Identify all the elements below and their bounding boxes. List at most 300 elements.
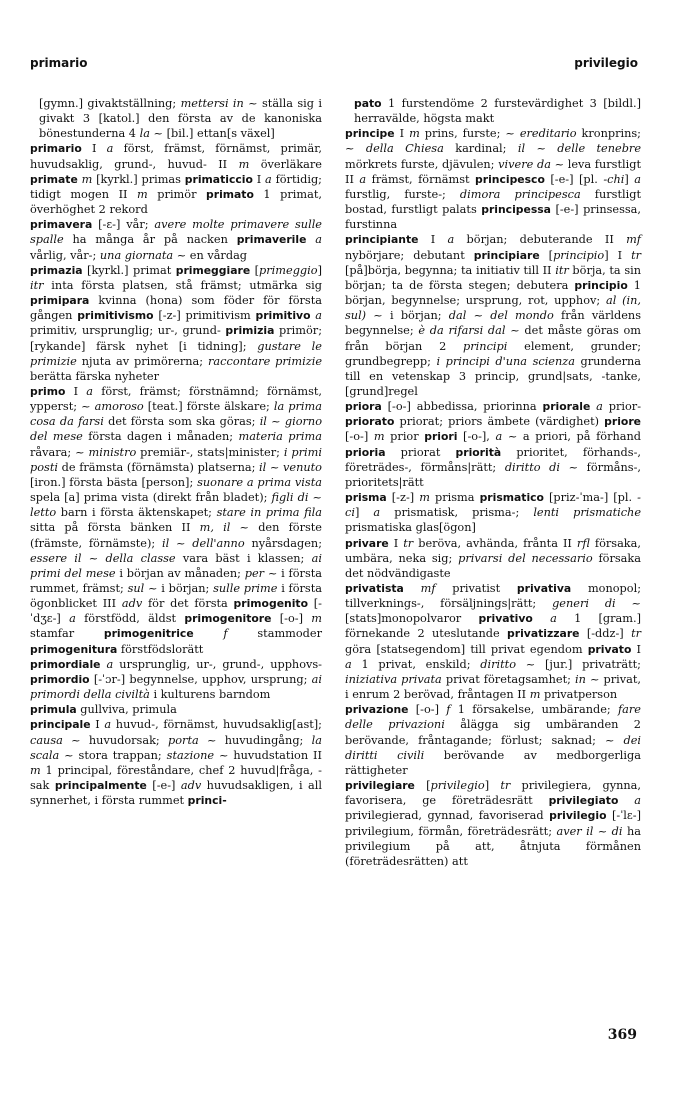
italic-text: f xyxy=(446,703,451,717)
entry-text: kronprins; xyxy=(576,127,641,141)
italic-text: m xyxy=(529,688,541,702)
entry-text: förstfödslorätt xyxy=(117,642,204,656)
headword: primitivismo xyxy=(77,309,154,323)
italic-text: avere molte primavere sulle spalle xyxy=(30,218,322,247)
italic-text: a xyxy=(315,233,322,247)
headword: prisma xyxy=(345,491,387,505)
entry-text: försaka det nödvändigaste xyxy=(345,551,641,580)
entry-text: [-e-] [pl. xyxy=(544,172,604,186)
entry-text: privat, i enrum 2 berövad, fråntagen II xyxy=(345,672,641,702)
entry-text: i början; xyxy=(157,582,214,595)
italic-text: a xyxy=(447,233,455,247)
headword: primordio xyxy=(30,672,90,686)
headword: principiante xyxy=(345,233,419,247)
entry-text: nyårsdagen; xyxy=(244,536,322,550)
italic-text: tr xyxy=(631,248,642,262)
headword: privilegiato xyxy=(548,794,619,808)
entry-text: priorat; priors ämbete (värdighet) xyxy=(394,415,605,429)
entry-text: I xyxy=(418,233,448,247)
entry-text: prisma xyxy=(429,491,480,505)
entry-text: spela [a] prima vista (direkt från bladet); xyxy=(30,491,272,505)
dictionary-entry xyxy=(30,384,322,657)
italic-text: a xyxy=(373,506,381,520)
italic-text: è da rifarsi dal ~ xyxy=(418,324,520,338)
entry-text: [teat.] förste älskare; xyxy=(143,400,274,414)
entry-text: grunderna till en vetenskap 3 princip, grund|sats, -tanke, [grund]regel xyxy=(345,354,642,398)
italic-text: aver il ~ di xyxy=(556,824,623,838)
italic-text: sul ~ xyxy=(127,582,158,595)
entry-text: furstligt bostad, furstligt palats xyxy=(345,187,641,217)
dictionary-entry xyxy=(30,702,322,717)
entry-text: stammoder xyxy=(227,627,322,641)
italic-text: a xyxy=(345,657,352,671)
entry-text: börja, ta sin början; ta de första stegen; debutera xyxy=(345,263,642,292)
entry-text: a priori, på förhand xyxy=(517,430,642,444)
entry-text: njuta av primörerna; xyxy=(76,354,209,368)
italic-text: la ~ xyxy=(139,127,163,141)
italic-text: diritto ~ xyxy=(480,657,536,671)
italic-text: a xyxy=(596,400,603,414)
entry-text: kvinna (hona) som föder för första gången xyxy=(30,294,322,323)
entry-text: råvara; xyxy=(30,445,76,459)
entry-text: prismatisk, prisma-; xyxy=(380,506,534,520)
entry-text: först, främst, förnämst, primär, huvudsaklig, grund-, huvud- II xyxy=(30,142,322,171)
italic-text: per ~ xyxy=(244,566,278,580)
entry-text: privilegierad, gynnad, favoriserad xyxy=(345,809,550,823)
entry-text: primör xyxy=(147,187,207,201)
headword: primazia xyxy=(30,263,83,277)
entry-text: 1 privat, enskild; xyxy=(351,657,481,671)
entry-text: huvudorsak; xyxy=(80,733,169,747)
entry-text: göra [statsegendom] till privat egendom xyxy=(345,642,588,656)
entry-text: prior xyxy=(384,430,425,444)
headword: privazione xyxy=(345,703,409,717)
italic-text: una giornata ~ xyxy=(99,248,187,262)
italic-text: a xyxy=(315,309,322,323)
dictionary-entry xyxy=(345,96,641,126)
headword: primordiale xyxy=(30,657,101,671)
italic-text: mettersi in ~ xyxy=(180,97,258,110)
italic-text: a xyxy=(86,384,94,398)
entry-text: [-o-] xyxy=(408,703,447,717)
italic-text: -chi xyxy=(603,172,625,186)
entry-text: [gymn.] givaktställning; xyxy=(39,97,181,110)
italic-text: m xyxy=(419,491,430,505)
italic-text: a xyxy=(106,142,114,156)
headword: priori xyxy=(424,430,458,444)
guide-word-left: primario xyxy=(30,56,88,70)
entry-text: monopol; tillverknings-, försäljnings|rätt; xyxy=(345,582,642,611)
italic-text: mf xyxy=(420,582,436,595)
entry-text: 1 primat, överhöghet 2 rekord xyxy=(30,187,322,217)
entry-text xyxy=(533,612,550,625)
headword: primate xyxy=(30,172,78,186)
italic-text: a xyxy=(634,172,641,186)
italic-text: figli di ~ letto xyxy=(30,491,322,520)
italic-text: ~ dei diritti civili xyxy=(345,733,641,762)
dictionary-entry xyxy=(345,232,641,399)
entry-text: I xyxy=(631,642,641,656)
entry-text: I xyxy=(90,718,105,732)
headword: privato xyxy=(587,642,632,656)
dictionary-entry xyxy=(30,141,322,217)
entry-text: [bil.] ettan[s växel] xyxy=(163,127,275,141)
entry-text: [-z-] primitivism xyxy=(153,309,256,323)
entry-text: [-e-] xyxy=(146,779,181,793)
entry-text: I xyxy=(388,536,404,550)
entry-text: prior- xyxy=(602,400,642,414)
italic-text: a xyxy=(550,612,557,626)
entry-text: ursprunglig, ur-, grund-, upphovs- xyxy=(113,657,323,671)
entry-text: leva furstligt II xyxy=(345,157,641,186)
headword: primo xyxy=(30,384,66,398)
entry-text: kardinal; xyxy=(443,142,518,156)
italic-text: al (in, sul) ~ xyxy=(345,294,641,323)
entry-text: förstfödd, äldst xyxy=(75,612,185,626)
italic-text: a ~ xyxy=(495,430,518,444)
headword: priore xyxy=(604,415,641,429)
italic-text: primeggio xyxy=(259,263,318,277)
italic-text: itr xyxy=(555,263,569,277)
headword: primato xyxy=(206,187,254,201)
entry-text: I xyxy=(252,172,265,186)
entry-text: 1 försakelse, umbärande; xyxy=(450,703,618,717)
italic-text: m xyxy=(238,157,250,171)
entry-text: element, grunder; grundbegrepp; xyxy=(345,339,641,368)
italic-text: diritto di ~ xyxy=(504,460,579,474)
entry-text: det måste göras om från början 2 xyxy=(345,324,641,353)
italic-text: tr xyxy=(500,779,511,793)
dictionary-entry xyxy=(30,96,322,141)
entry-text: beröva, avhända, frånta II xyxy=(413,536,577,550)
entry-text: [-z-] xyxy=(386,491,420,505)
entry-text: sitta på första bänken II xyxy=(30,521,200,535)
entry-text: för det första xyxy=(142,597,234,611)
headword: privativa xyxy=(516,582,572,595)
dictionary-entry xyxy=(345,702,641,778)
entry-text: priorat xyxy=(385,445,456,459)
entry-text: 1 principal, föreståndare, chef 2 huvud|fråga, -sak xyxy=(30,763,322,793)
italic-text: i primi posti xyxy=(30,445,322,474)
entry-text: i första rummet, främst; xyxy=(30,566,323,595)
headword: priorato xyxy=(345,415,395,429)
italic-text: m, il ~ xyxy=(199,521,249,535)
entry-text: [-o-], xyxy=(457,430,496,444)
entry-text xyxy=(404,582,421,595)
italic-text: iniziativa privata xyxy=(345,672,442,686)
entry-text: [-ˈdʒɛ-] xyxy=(30,597,322,626)
italic-text: a xyxy=(104,718,112,732)
headword: priora xyxy=(345,400,382,414)
entry-text: främst, förnämst xyxy=(366,172,476,186)
italic-text: il ~ venuto xyxy=(259,460,322,474)
headword: principiare xyxy=(473,248,540,262)
dictionary-entry xyxy=(345,581,641,702)
entry-text: [ xyxy=(250,263,260,277)
entry-text: prins, furste; xyxy=(419,127,506,141)
italic-text: m xyxy=(409,127,420,141)
entry-text: huvud-, förnämst, huvudsaklig[ast]; xyxy=(111,718,322,732)
entry-text: huvudsakligen, i all synnerhet, i första rummet xyxy=(30,779,322,808)
entry-text: [-ˈlɛ-] privilegium, förmån, företrädesrätt; xyxy=(345,809,641,838)
entry-text: prismatiska glas[ögon] xyxy=(345,521,476,535)
entry-text: 1 början, begynnelse; ursprung, rot, upphov; xyxy=(345,278,641,308)
headword: primeggiare xyxy=(175,263,251,277)
entry-text: [iron.] första bästa [person]; xyxy=(30,475,198,489)
entry-text: början; debuterande II xyxy=(454,233,627,247)
entry-text: [priz-ˈma-] [pl. xyxy=(543,491,638,505)
entry-text: ] xyxy=(354,506,374,520)
italic-text: privarsi del necessario xyxy=(458,551,593,565)
entry-text: [-o-] abbedissa, priorinna xyxy=(381,400,543,414)
entry-text: [kyrkl.] primat xyxy=(82,263,176,277)
italic-text: a xyxy=(265,172,272,186)
entry-text: i början av månaden; xyxy=(115,566,245,580)
entry-text: [-ˈɔr-] begynnelse, upphov, ursprung; xyxy=(89,672,312,686)
headword: principale xyxy=(30,718,91,732)
entry-text: privatist xyxy=(435,582,517,595)
italic-text: rfl xyxy=(576,536,590,550)
italic-text: privilegio xyxy=(430,779,485,793)
headword: primaverile xyxy=(236,233,307,247)
italic-text: stazione ~ xyxy=(166,748,229,762)
headword: privativo xyxy=(478,612,533,626)
dictionary-entry xyxy=(345,490,641,535)
dictionary-entry xyxy=(30,263,322,384)
italic-text: il ~ giorno del mese xyxy=(30,415,322,444)
entry-text: vara bäst i klassen; xyxy=(175,551,312,565)
entry-text: prioritet, förhands-, företrädes-, förmåns|rätt; xyxy=(345,445,641,474)
headword: primizia xyxy=(225,324,275,338)
guide-word-right: privilegio xyxy=(574,56,638,70)
italic-text: gustare le primizie xyxy=(30,339,322,368)
entry-text: 1 furstendöme 2 furstevärdighet 3 [bildl.] herravälde, högsta makt xyxy=(354,97,641,126)
entry-text: I xyxy=(81,142,107,156)
entry-text: ] xyxy=(624,172,635,186)
entry-text: mörkrets furste, djävulen; xyxy=(345,157,499,171)
headword: primavera xyxy=(30,218,93,232)
entry-text: försaka, umbära, neka sig; xyxy=(345,536,641,565)
entry-text: ] xyxy=(317,263,322,277)
left-column xyxy=(30,96,322,808)
entry-text: de främsta (förnämsta) platserna; xyxy=(57,460,260,474)
entry-text: primör; [rykande] färsk nyhet [i tidning]; xyxy=(30,324,322,353)
entry-text: ] I xyxy=(604,248,632,262)
italic-text: ~ ministro xyxy=(75,445,137,459)
italic-text: il ~ dell'anno xyxy=(162,536,245,550)
dictionary-entry xyxy=(30,217,322,262)
italic-text: in ~ xyxy=(575,672,600,686)
italic-text: ai primi del mese xyxy=(30,551,322,580)
headword: principalmente xyxy=(54,779,147,793)
entry-text: det första som ska göras; xyxy=(103,415,260,429)
entry-text: [på]börja, begynna; ta initiativ till II xyxy=(345,263,556,277)
entry-text: barn i första äktenskapet; xyxy=(56,506,217,520)
entry-text xyxy=(306,233,315,246)
entry-text: ålägga sig umbäranden 2 berövande, fråntagande; förlust; saknad; xyxy=(345,718,641,747)
italic-text: suonare a prima vista xyxy=(197,475,322,489)
entry-text: privat företagsamhet; xyxy=(441,672,575,686)
entry-text: I xyxy=(65,384,87,398)
italic-text: principio xyxy=(553,248,605,262)
italic-text: ~ amoroso xyxy=(81,400,144,414)
entry-text: ha många år på nacken xyxy=(63,233,237,247)
entry-text: [jur.] privaträtt; xyxy=(535,657,641,671)
italic-text: stare in prima fila xyxy=(216,506,322,520)
entry-text: [ xyxy=(539,248,554,262)
entry-text: nybörjare; debutant xyxy=(345,248,474,262)
italic-text: a xyxy=(106,657,114,671)
entry-text: en vårdag xyxy=(186,248,248,262)
italic-text: m xyxy=(311,612,322,626)
entry-text: först, främst; förstnämnd; förnämst, ypperst; xyxy=(30,384,322,414)
headword: privatista xyxy=(345,582,404,595)
headword: privare xyxy=(345,536,389,550)
headword: primogenito xyxy=(233,597,308,611)
headword: primipara xyxy=(30,294,90,308)
italic-text: sulle prime xyxy=(213,582,278,595)
headword: princi- xyxy=(187,794,227,808)
entry-text: privatperson xyxy=(540,688,618,702)
italic-text: lenti prismatiche xyxy=(533,506,642,520)
italic-text: causa ~ xyxy=(30,733,81,747)
entry-text: stora trappan; xyxy=(73,748,167,762)
entry-text: [-e-] prinsessa, furstinna xyxy=(345,203,641,232)
headword: prismatico xyxy=(479,491,544,505)
italic-text: a xyxy=(634,794,642,808)
entry-text: [kyrkl.] primas xyxy=(92,172,185,186)
italic-text: raccontare primizie xyxy=(208,354,323,368)
headword: principessa xyxy=(481,203,551,217)
entry-text: [ xyxy=(414,779,431,793)
dictionary-entry xyxy=(345,536,641,581)
italic-text: a xyxy=(69,612,76,626)
italic-text: i principi d'una scienza xyxy=(436,354,575,368)
entry-text xyxy=(194,627,224,640)
entry-text: i första ögonblicket III xyxy=(30,582,323,611)
entry-text: berövande av medborgerliga rättigheter xyxy=(345,748,641,777)
italic-text: la scala ~ xyxy=(30,733,322,762)
headword: priorale xyxy=(542,400,591,414)
entry-text: förmåns-, prioritets|rätt xyxy=(345,460,641,489)
entry-text: [-ddz-] xyxy=(579,627,632,641)
entry-text: ] xyxy=(484,779,501,793)
headword: primaticcio xyxy=(184,172,253,186)
right-column xyxy=(345,96,641,869)
italic-text: ai primordi della civiltà xyxy=(30,672,322,702)
entry-text: furstlig, furste-; xyxy=(345,187,460,201)
italic-text: dal ~ del mondo xyxy=(448,309,554,323)
italic-text: adv xyxy=(180,779,202,793)
entry-text: I xyxy=(394,127,410,141)
entry-text: gullviva, primula xyxy=(76,703,177,717)
headword: primula xyxy=(30,703,77,717)
entry-text: huvudingång; xyxy=(216,733,312,747)
italic-text: tr xyxy=(403,536,414,550)
italic-text: il ~ delle tenebre xyxy=(517,142,642,156)
italic-text: -ci xyxy=(345,491,641,520)
entry-text: vårlig, vår-; xyxy=(30,248,100,262)
italic-text: vivere da ~ xyxy=(498,157,565,171)
headword: priorità xyxy=(455,445,502,459)
italic-text: essere il ~ della classe xyxy=(30,551,176,565)
entry-text: berätta färska nyheter xyxy=(30,369,159,383)
italic-text: principi xyxy=(463,339,508,353)
entry-text: i kulturens barndom xyxy=(149,688,271,702)
italic-text: m xyxy=(30,763,41,777)
italic-text: m xyxy=(137,187,148,201)
dictionary-entry xyxy=(345,399,641,490)
entry-text: huvudstation II xyxy=(228,748,322,762)
entry-text: [-o-] xyxy=(345,430,374,444)
italic-text: ~ ereditario xyxy=(505,127,577,141)
headword: pato xyxy=(354,97,382,110)
dictionary-entry xyxy=(30,717,322,808)
headword: principesco xyxy=(475,172,545,186)
entry-text: stamfar xyxy=(30,627,104,641)
entry-text: 1 [gram.] förnekande 2 uteslutande xyxy=(345,612,642,641)
italic-text: a xyxy=(359,172,367,186)
entry-text: första dagen i månaden; xyxy=(82,430,239,444)
italic-text: ~ della Chiesa xyxy=(345,142,444,156)
headword: primitivo xyxy=(255,309,311,323)
entry-text: den förste (främste, förnämste); xyxy=(30,521,322,550)
dictionary-entry xyxy=(345,126,641,232)
headword: privatizzare xyxy=(507,627,580,641)
entry-text: [stats]monopolvaror xyxy=(345,612,479,626)
italic-text: mf xyxy=(626,233,641,247)
entry-text: ställa sig i givakt 3 [katol.] den första av de kanoniska bönestunderna 4 xyxy=(39,97,322,141)
entry-text: förtidig; tidigt mogen II xyxy=(30,172,322,201)
headword: principio xyxy=(574,278,628,292)
headword: privilegiare xyxy=(345,779,415,793)
page-number: 369 xyxy=(607,1027,637,1043)
entry-text: [-ɛ-] vår; xyxy=(92,218,155,232)
entry-text: överläkare xyxy=(249,157,322,171)
headword: primario xyxy=(30,142,82,156)
entry-text: från världens begynnelse; xyxy=(345,309,641,338)
entry-text: primitiv, ursprunglig; ur-, grund- xyxy=(30,324,226,338)
entry-text: i början; xyxy=(382,309,449,323)
headword: principe xyxy=(345,127,395,141)
entry-text xyxy=(618,794,634,807)
italic-text: itr xyxy=(30,278,44,292)
italic-text: dimora principesca xyxy=(459,187,581,201)
entry-text: privilegiera, gynna, favorisera, ge företrädesrätt xyxy=(345,779,641,808)
entry-text: premiär-, stats|minister; xyxy=(136,445,284,459)
headword: prioria xyxy=(345,445,386,459)
italic-text: fare delle privazioni xyxy=(345,703,641,732)
dictionary-entry xyxy=(30,657,322,702)
dictionary-entry xyxy=(345,778,641,869)
entry-text: [-o-] xyxy=(271,612,312,626)
italic-text: generi di ~ xyxy=(552,597,642,611)
headword: primogenitrice xyxy=(103,627,194,641)
headword: privilegio xyxy=(549,809,607,823)
italic-text: tr xyxy=(631,627,642,641)
italic-text: adv xyxy=(121,597,143,611)
entry-text: ha privilegium på att, åtnjuta förmånen (företrädesrätten) att xyxy=(345,824,641,868)
italic-text: m xyxy=(81,172,93,186)
italic-text: la prima cosa da farsi xyxy=(30,400,322,429)
italic-text: porta ~ xyxy=(168,733,217,747)
entry-text: inta första platsen, stå främst; utmärka sig xyxy=(43,278,322,292)
headword: primogenitura xyxy=(30,642,118,656)
headword: primogenitore xyxy=(184,612,272,626)
italic-text: materia prima xyxy=(238,430,322,444)
italic-text: m xyxy=(373,430,385,444)
italic-text: f xyxy=(223,627,228,641)
